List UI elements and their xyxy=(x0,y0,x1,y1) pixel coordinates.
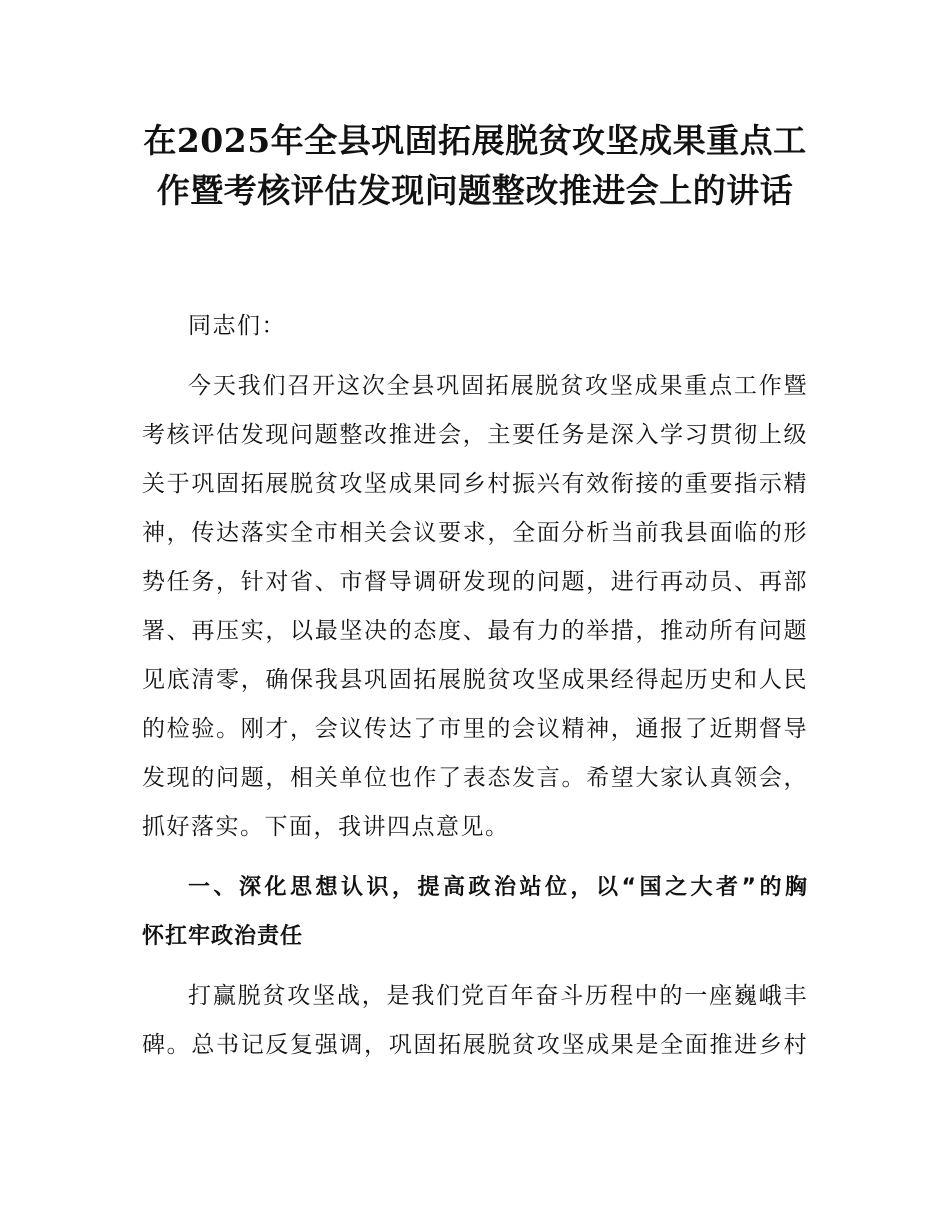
intro-line: 见底清零，确保我县巩固拓展脱贫攻坚成果经得起历史和人民 xyxy=(142,667,808,693)
intro-line: 抓好落实。下面，我讲四点意见。 xyxy=(142,814,510,840)
paragraph-line: 打赢脱贫攻坚战，是我们党百年奋斗历程中的一座巍峨丰 xyxy=(188,983,808,1009)
paragraph-line: 碑。总书记反复强调，巩固拓展脱贫攻坚成果是全面推进乡村 xyxy=(142,1032,808,1058)
document-body xyxy=(142,302,808,1070)
salutation: 同志们： xyxy=(188,313,286,339)
heading-line: 怀扛牢政治责任 xyxy=(142,924,304,949)
document-title xyxy=(120,116,830,216)
title-line-1: 在2025年全县巩固拓展脱贫攻坚成果重点工 xyxy=(143,121,807,160)
intro-line: 的检验。刚才，会议传达了市里的会议精神，通报了近期督导 xyxy=(142,716,808,742)
intro-line: 发现的问题，相关单位也作了表态发言。希望大家认真领会， xyxy=(142,765,808,791)
intro-paragraph xyxy=(142,362,808,852)
section-heading-1 xyxy=(142,863,808,961)
intro-line: 神，传达落实全市相关会议要求，全面分析当前我县面临的形 xyxy=(142,520,808,546)
intro-line: 考核评估发现问题整改推进会，主要任务是深入学习贯彻上级 xyxy=(142,422,808,448)
title-line-2: 作暨考核评估发现问题整改推进会上的讲话 xyxy=(156,171,794,210)
section-1-paragraph xyxy=(142,972,808,1070)
intro-line: 今天我们召开这次全县巩固拓展脱贫攻坚成果重点工作暨 xyxy=(188,373,808,399)
heading-line: 一、深化思想认识，提高政治站位，以“国之大者”的胸 xyxy=(188,875,808,900)
intro-line: 署、再压实，以最坚决的态度、最有力的举措，推动所有问题 xyxy=(142,618,808,644)
intro-line: 势任务，针对省、市督导调研发现的问题，进行再动员、再部 xyxy=(142,569,808,595)
intro-line: 关于巩固拓展脱贫攻坚成果同乡村振兴有效衔接的重要指示精 xyxy=(142,471,808,497)
